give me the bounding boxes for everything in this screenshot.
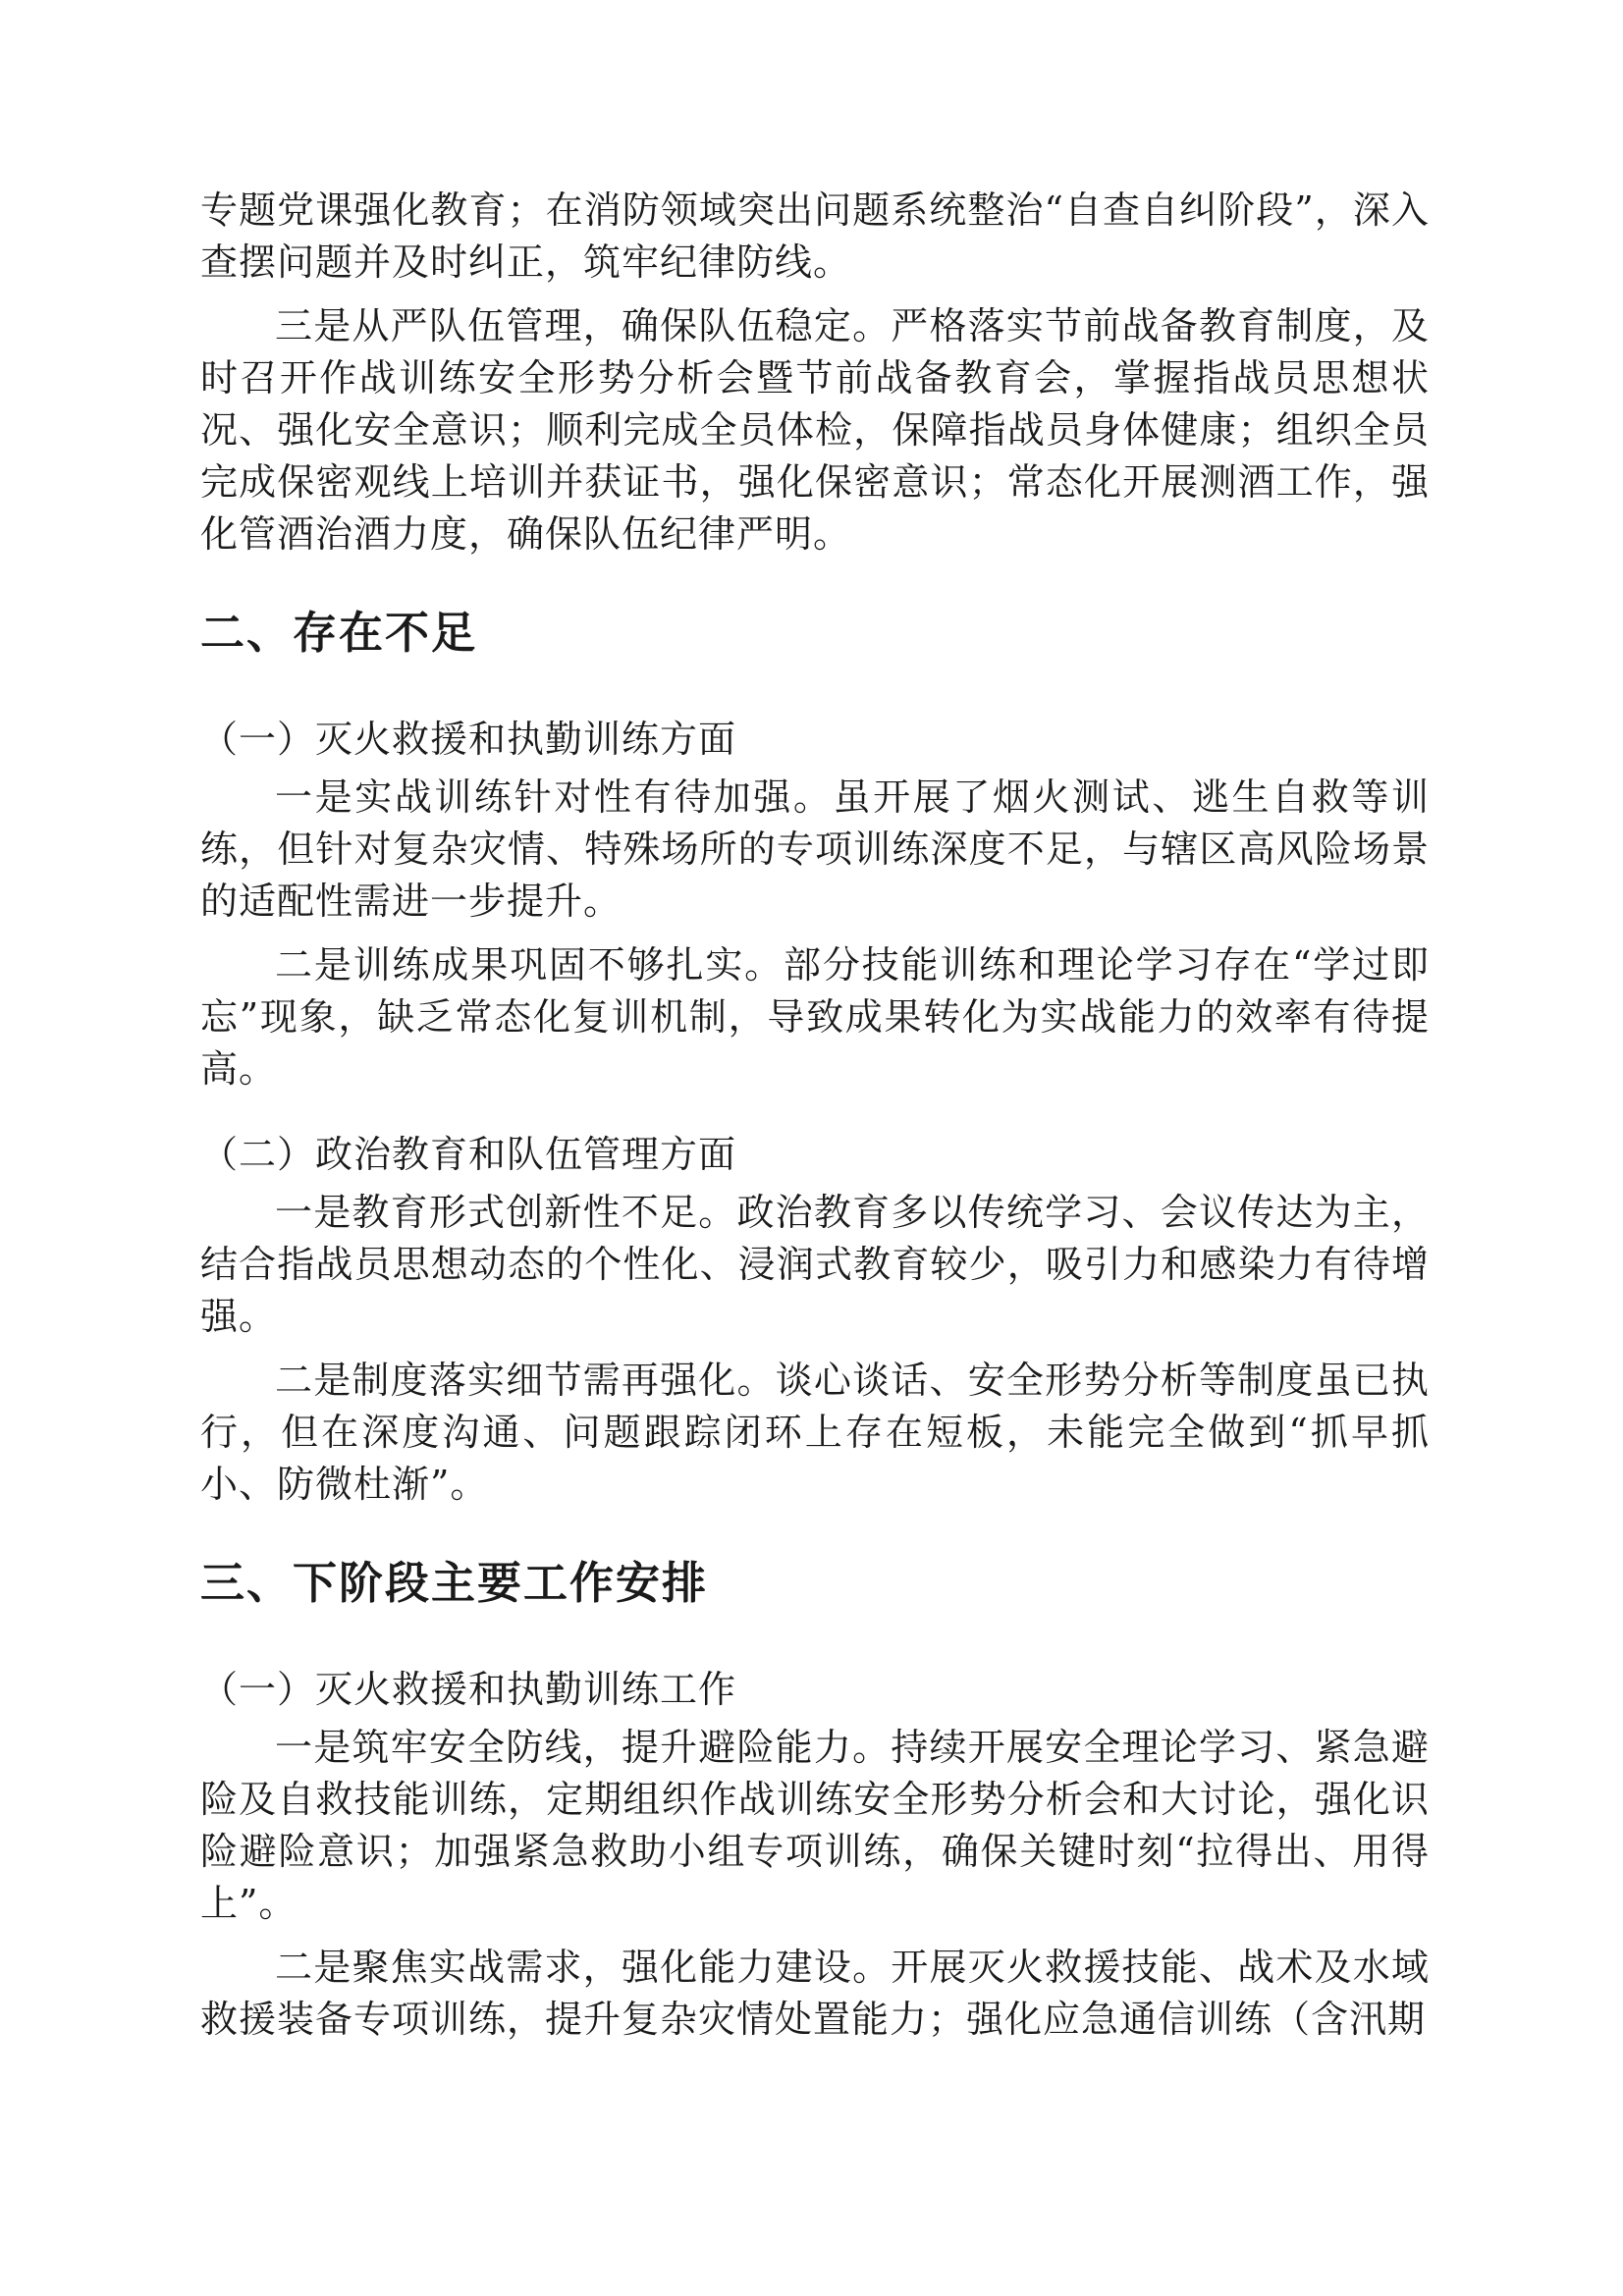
paragraph-system-implementation: 二是制度落实细节需再强化。谈心谈话、安全形势分析等制度虽已执行，但在深度沟通、问题跟踪闭环上存在短板，未能完全做到“抓早抓小、防微杜渐”。 [200, 1359, 1430, 1506]
subheading-firefighting-training: （一）灭火救援和执勤训练方面 [200, 718, 737, 761]
subheading-political-education: （二）政治教育和队伍管理方面 [200, 1133, 737, 1176]
paragraph-training-results: 二是训练成果巩固不够扎实。部分技能训练和理论学习存在“学过即忘”现象，缺乏常态化复训机制，导致成果转化为实战能力的效率有待提高。 [200, 943, 1430, 1091]
paragraph-education-innovation: 一是教育形式创新性不足。政治教育多以传统学习、会议传达为主，结合指战员思想动态的个性化、浸润式教育较少，吸引力和感染力有待增强。 [200, 1191, 1430, 1338]
paragraph-team-management: 三是从严队伍管理，确保队伍稳定。严格落实节前战备教育制度，及时召开作战训练安全形势分析会暨节前战备教育会，掌握指战员思想状况、强化安全意识；顺利完成全员体检，保障指战员身体健康；组织全员完成保密观线上培训并获证书，强化保密意识；常态化开展测酒工作，强化管酒治酒力度，确保队伍纪律严明。 [200, 304, 1430, 556]
section-heading-next-plan: 三、下阶段主要工作安排 [200, 1557, 709, 1609]
paragraph-capability-building: 二是聚焦实战需求，强化能力建设。开展灭火救援技能、战术及水域救援装备专项训练，提升复杂灾情处置能力；强化应急通信训练（含汛期 [200, 1946, 1430, 2041]
paragraph-safety-defense: 一是筑牢安全防线，提升避险能力。持续开展安全理论学习、紧急避险及自救技能训练，定期组织作战训练安全形势分析会和大讨论，强化识险避险意识；加强紧急救助小组专项训练，确保关键时刻“拉得出、用得上”。 [200, 1726, 1430, 1925]
subheading-firefighting-work: （一）灭火救援和执勤训练工作 [200, 1668, 737, 1711]
paragraph-continued: 专题党课强化教育；在消防领域突出问题系统整治“自查自纠阶段”，深入查摆问题并及时纠正，筑牢纪律防线。 [200, 188, 1430, 284]
document-body [200, 185, 1430, 2057]
section-heading-shortcomings: 二、存在不足 [200, 607, 478, 659]
paragraph-training-targeting: 一是实战训练针对性有待加强。虽开展了烟火测试、逃生自救等训练，但针对复杂灾情、特殊场所的专项训练深度不足，与辖区高风险场景的适配性需进一步提升。 [200, 775, 1430, 923]
